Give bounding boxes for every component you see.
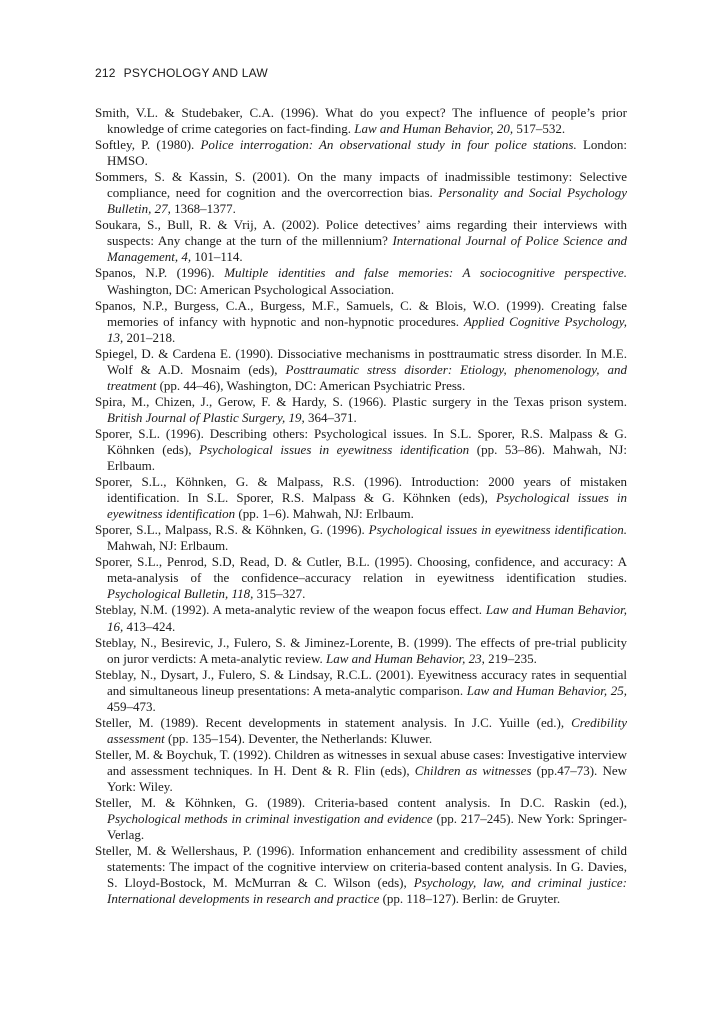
reference-text: 201–218. xyxy=(123,329,176,345)
reference-entry xyxy=(95,635,627,667)
reference-entry xyxy=(95,667,627,715)
reference-text: (pp. 135–154). Deventer, the Netherlands: Kluwer. xyxy=(164,730,433,746)
reference-text: 517–532. xyxy=(513,121,566,137)
reference-text: Sommers, S. & Kassin, S. (2001). On the many impacts of inadmissible testimony: Selective compliance, need for cognition and the overcorrection bias. xyxy=(95,169,627,201)
reference-text: Sporer, S.L., Penrod, S.D, Read, D. & Cutler, B.L. (1995). Choosing, confidence, and accuracy: A meta-analysis of the confidence–accuracy relation in eyewitness identification studies. xyxy=(95,554,627,586)
reference-source-title: Psychological issues in eyewitness identification. xyxy=(368,522,628,538)
reference-text: 364–371. xyxy=(304,409,357,425)
reference-entry xyxy=(95,843,627,907)
reference-entry xyxy=(95,298,627,346)
reference-text: 1368–1377. xyxy=(170,201,236,217)
reference-entry xyxy=(95,747,627,795)
running-head-title: PSYCHOLOGY AND LAW xyxy=(123,66,268,80)
reference-source-title: Children as witnesses xyxy=(414,762,532,778)
reference-entry xyxy=(95,346,627,394)
reference-text: Spanos, N.P., Burgess, C.A., Burgess, M.F., Samuels, C. & Blois, W.O. (1999). Creating false memories of infancy with hypnotic and non-hypnotic procedures. xyxy=(95,297,627,329)
reference-text: (pp. 53–86). Mahwah, NJ: Erlbaum. xyxy=(107,441,627,474)
reference-text: Spanos, N.P. (1996). xyxy=(95,265,225,281)
reference-text: 315–327. xyxy=(253,586,306,602)
reference-text: London: HMSO. xyxy=(107,137,627,169)
reference-entry xyxy=(95,795,627,843)
reference-entry xyxy=(95,394,627,426)
reference-entry xyxy=(95,522,627,554)
reference-text: 459–473. xyxy=(107,698,156,714)
reference-entry xyxy=(95,554,627,602)
reference-source-title: Psychological Bulletin, 118, xyxy=(107,586,254,602)
reference-text: 413–424. xyxy=(123,618,176,634)
reference-source-title: Law and Human Behavior, 16, xyxy=(107,602,627,634)
book-page xyxy=(95,66,627,907)
reference-entry xyxy=(95,426,627,474)
page-number: 212 xyxy=(95,66,116,80)
reference-text: Steller, M. (1989). Recent developments in statement analysis. In J.C. Yuille (ed.), xyxy=(95,714,572,730)
reference-text: (pp. 44–46), Washington, DC: American Psychiatric Press. xyxy=(156,377,466,393)
reference-text: Steller, M. & Wellershaus, P. (1996). Information enhancement and credibility assessment of child statements: The impact of the cognitive interview on criteria-based content analysis. In G. Davies, S. Lloyd-Bostock, M. McMurran & C. Wilson (eds), xyxy=(95,843,627,891)
reference-source-title: Credibility assessment xyxy=(107,714,627,746)
reference-text: 101–114. xyxy=(191,249,243,265)
reference-text: Steblay, N., Besirevic, J., Fulero, S. & Jiminez-Lorente, B. (1999). The effects of pre-trial publicity on juror verdicts: A meta-analytic review. xyxy=(95,634,627,666)
reference-text: Steblay, N.M. (1992). A meta-analytic review of the weapon focus effect. xyxy=(95,602,486,618)
reference-entry xyxy=(95,265,627,297)
reference-text: Mahwah, NJ: Erlbaum. xyxy=(107,538,229,554)
reference-source-title: Psychology, law, and criminal justice: International developments in research and practice xyxy=(107,875,628,907)
reference-text: (pp. 1–6). Mahwah, NJ: Erlbaum. xyxy=(235,506,414,522)
reference-source-title: Applied Cognitive Psychology, 13, xyxy=(107,313,627,345)
running-head xyxy=(95,66,627,80)
reference-text: (pp.47–73). New York: Wiley. xyxy=(107,762,627,794)
reference-entry xyxy=(95,105,627,137)
reference-source-title: Law and Human Behavior, 25, xyxy=(466,682,627,698)
reference-entry xyxy=(95,137,627,169)
reference-text: (pp. 118–127). Berlin: de Gruyter. xyxy=(379,891,561,907)
reference-entry xyxy=(95,217,627,265)
reference-text: Sporer, S.L., Malpass, R.S. & Köhnken, G. (1996). xyxy=(95,522,369,538)
reference-text: Sporer, S.L. (1996). Describing others: Psychological issues. In S.L. Sporer, R.S. Malpass & G. Köhnken (eds), xyxy=(95,425,627,457)
reference-source-title: Personality and Social Psychology Bulletin, 27, xyxy=(107,185,627,217)
reference-source-title: International Journal of Police Science and Management, 4, xyxy=(107,233,627,265)
reference-source-title: Psychological methods in criminal investigation and evidence xyxy=(107,811,433,827)
reference-text: Steller, M. & Boychuk, T. (1992). Children as witnesses in sexual abuse cases: Investigative interview and assessment techniques. In H. Dent & R. Flin (eds), xyxy=(95,746,627,778)
reference-text: Smith, V.L. & Studebaker, C.A. (1996). What do you expect? The influence of people’s prior knowledge of crime categories on fact-finding. xyxy=(95,105,627,137)
reference-list xyxy=(95,105,627,907)
reference-text: 219–235. xyxy=(484,650,537,666)
reference-text: Steblay, N., Dysart, J., Fulero, S. & Lindsay, R.C.L. (2001). Eyewitness accuracy rates in sequential and simultaneous lineup presentations: A meta-analytic comparison. xyxy=(95,666,627,698)
reference-entry xyxy=(95,602,627,634)
reference-source-title: Law and Human Behavior, 23, xyxy=(326,650,485,666)
reference-source-title: Law and Human Behavior, 20, xyxy=(354,121,514,137)
reference-text: Steller, M. & Köhnken, G. (1989). Criteria-based content analysis. In D.C. Raskin (ed.), xyxy=(95,795,627,811)
reference-source-title: Psychological issues in eyewitness identification xyxy=(107,490,627,522)
reference-entry xyxy=(95,169,627,217)
reference-text: Sporer, S.L., Köhnken, G. & Malpass, R.S. (1996). Introduction: 2000 years of mistaken identification. In S.L. Sporer, R.S. Malpass & G. Köhnken (eds), xyxy=(95,474,627,506)
reference-source-title: Psychological issues in eyewitness identification xyxy=(199,441,470,457)
reference-source-title: British Journal of Plastic Surgery, 19, xyxy=(107,409,305,425)
reference-source-title: Police interrogation: An observational study in four police stations. xyxy=(200,137,577,153)
reference-text: Softley, P. (1980). xyxy=(95,137,201,153)
reference-entry xyxy=(95,474,627,522)
reference-text: Spiegel, D. & Cardena E. (1990). Dissociative mechanisms in posttraumatic stress disorder. In M.E. Wolf & A.D. Mosnaim (eds), xyxy=(95,345,627,377)
reference-source-title: Posttraumatic stress disorder: Etiology, phenomenology, and treatment xyxy=(107,361,627,393)
reference-entry xyxy=(95,715,627,747)
reference-text: Soukara, S., Bull, R. & Vrij, A. (2002). Police detectives’ aims regarding their interviews with suspects: Any change at the turn of the millennium? xyxy=(95,217,627,249)
reference-text: Spira, M., Chizen, J., Gerow, F. & Hardy, S. (1966). Plastic surgery in the Texas prison system. xyxy=(95,393,627,409)
reference-text: Washington, DC: American Psychological Association. xyxy=(107,281,395,297)
reference-text: (pp. 217–245). New York: Springer-Verlag. xyxy=(107,811,627,843)
reference-source-title: Multiple identities and false memories: A sociocognitive perspective. xyxy=(224,265,627,281)
